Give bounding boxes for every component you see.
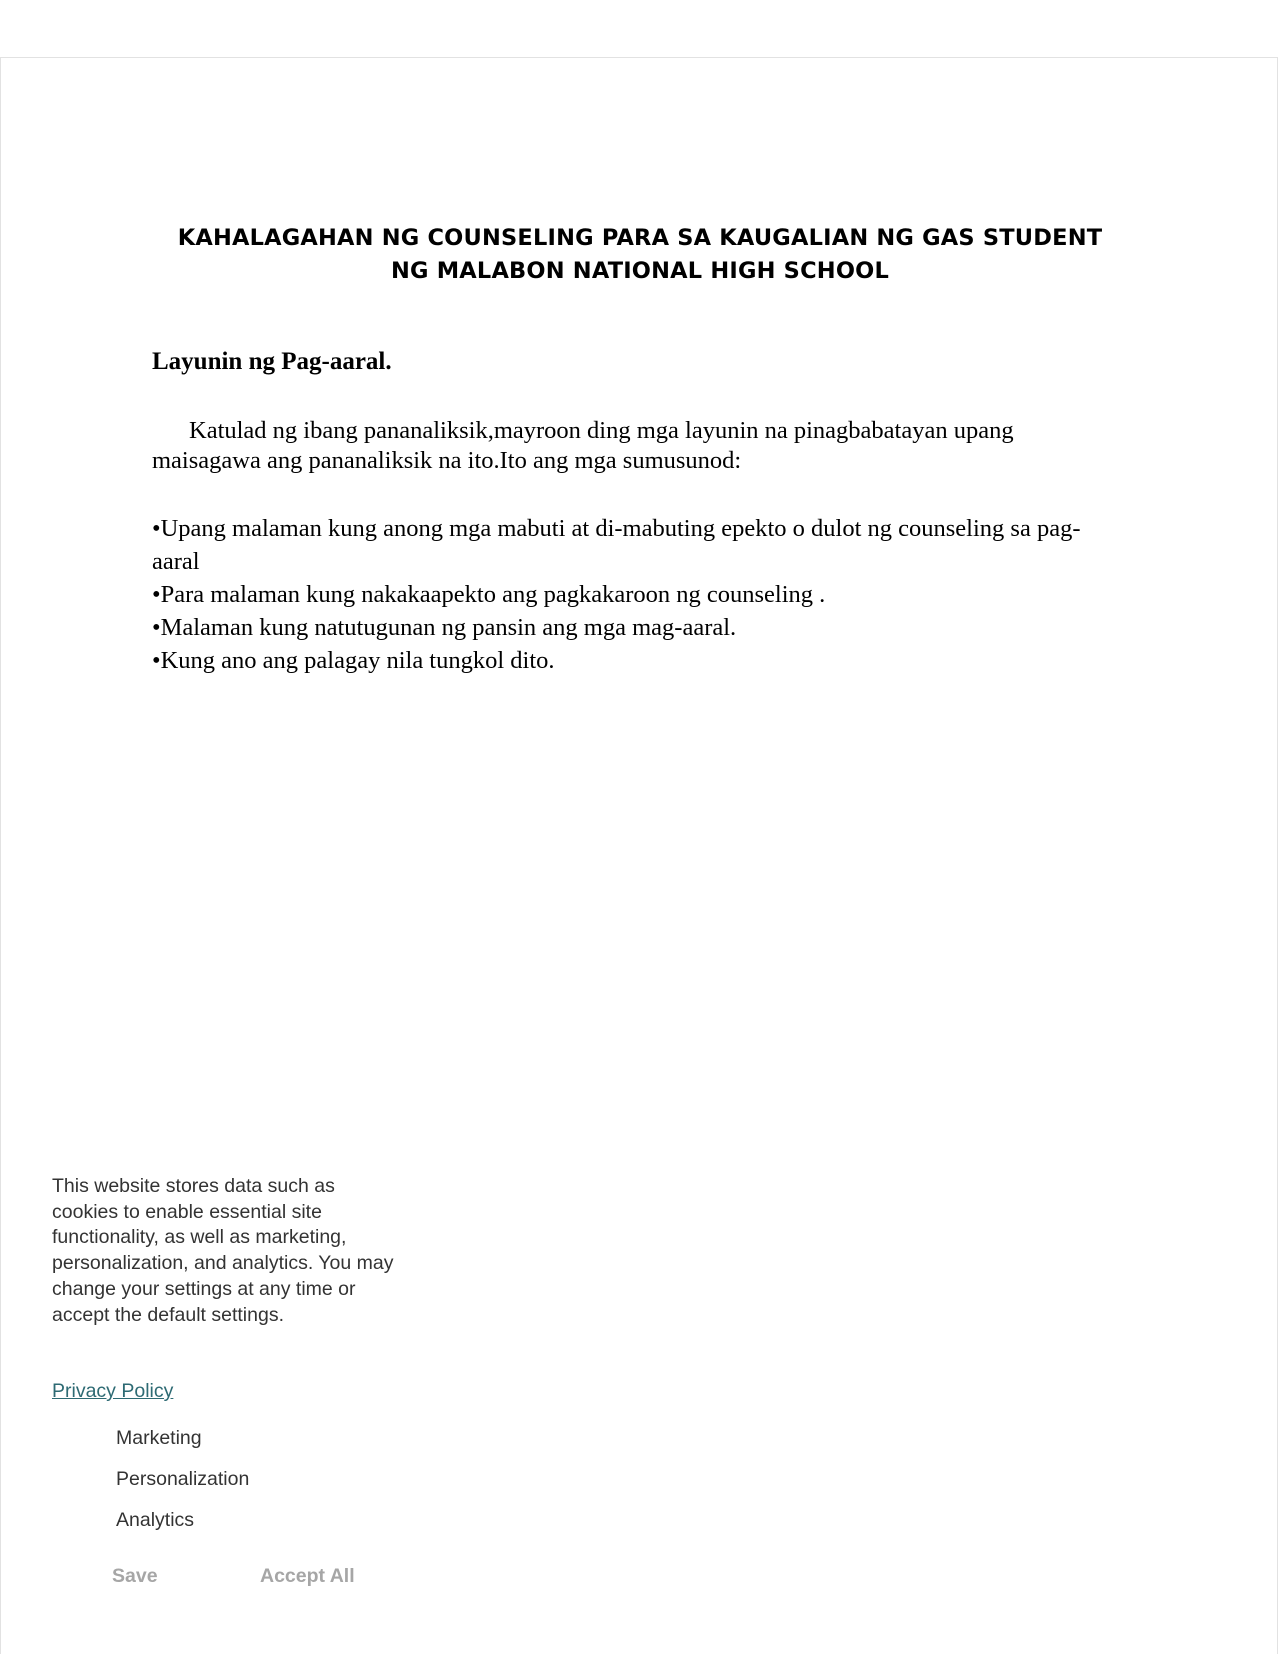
save-button[interactable]: Save [112,1565,158,1587]
objective-text: aaral [152,548,200,575]
document-title [0,222,1280,288]
objective-item [152,512,1132,578]
document-title-line: NG MALABON NATIONAL HIGH SCHOOL [390,258,890,284]
objective-item: •Kung ano ang palagay nila tungkol dito. [152,647,555,674]
objective-item: •Malaman kung natutugunan ng pansin ang mga mag-aaral. [152,614,737,641]
objective-text: •Upang malaman kung anong mga mabuti at di-mabuting epekto o dulot ng counseling sa pag- [152,515,1081,542]
cookie-option-analytics[interactable]: Analytics [116,1509,195,1531]
objective-item: •Para malaman kung nakakaapekto ang pagkakaroon ng counseling . [152,581,826,608]
cookie-notice-text: This website stores data such as cookies to enable essential site functionality, as well as marketing, personalization, and analytics. You may change your settings at any time or accept the default settings. [52,1175,394,1326]
privacy-policy-link[interactable]: Privacy Policy [52,1380,174,1402]
intro-line: Katulad ng ibang pananaliksik,mayroon ding mga layunin na pinagbabatayan upang [189,417,1014,444]
document-page [0,57,1278,1654]
document-title-line: KAHALAGAHAN NG COUNSELING PARA SA KAUGALIAN NG GAS STUDENT [177,225,1103,251]
intro-paragraph [152,416,1132,476]
cookie-option-marketing[interactable]: Marketing [116,1427,202,1449]
intro-line: maisagawa ang pananaliksik na ito.Ito ang mga sumusunod: [152,447,742,474]
objectives-list [152,512,1132,677]
accept-all-button[interactable]: Accept All [260,1565,355,1587]
section-heading: Layunin ng Pag-aaral. [152,348,392,375]
cookie-option-personalization[interactable]: Personalization [116,1468,250,1490]
